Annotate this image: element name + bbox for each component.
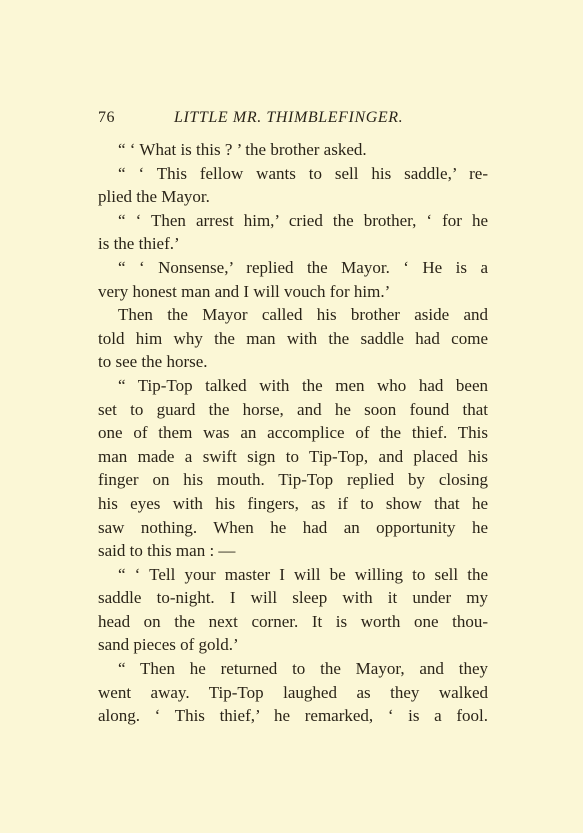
text-line: told him why the man with the saddle had come xyxy=(98,328,488,348)
text-line: finger on his mouth. Tip-Top replied by closing xyxy=(98,470,488,490)
text-line: is the thief.’ xyxy=(98,234,180,254)
text-line: to see the horse. xyxy=(98,352,208,372)
text-line: “ Then he returned to the Mayor, and they xyxy=(118,659,488,679)
text-line: “ ‘ Then arrest him,’ cried the brother, ‘ for he xyxy=(118,210,488,230)
text-line: “ ‘ This fellow wants to sell his saddle,’ re- xyxy=(118,163,488,183)
text-line: plied the Mayor. xyxy=(98,187,210,207)
text-line: one of them was an accomplice of the thief. This xyxy=(98,423,488,443)
text-line: sand pieces of gold.’ xyxy=(98,635,239,655)
body-text xyxy=(98,138,488,728)
running-head xyxy=(98,106,418,130)
text-line: went away. Tip-Top laughed as they walked xyxy=(98,682,488,702)
text-line: “ Tip-Top talked with the men who had been xyxy=(118,375,488,395)
text-line: Then the Mayor called his brother aside and xyxy=(118,305,488,325)
text-line: head on the next corner. It is worth one thou- xyxy=(98,611,488,631)
text-line: said to this man : — xyxy=(98,541,236,561)
text-line: along. ‘ This thief,’ he remarked, ‘ is a fool. xyxy=(98,706,488,726)
text-line: set to guard the horse, and he soon found that xyxy=(98,399,488,419)
text-line: “ ‘ Tell your master I will be willing to sell the xyxy=(118,564,488,584)
text-line: very honest man and I will vouch for him.’ xyxy=(98,281,391,301)
text-line: man made a swift sign to Tip-Top, and placed his xyxy=(98,446,488,466)
page-number: 76 xyxy=(98,109,115,126)
text-line: his eyes with his fingers, as if to show that he xyxy=(98,493,488,513)
text-line: “ ‘ Nonsense,’ replied the Mayor. ‘ He is a xyxy=(118,257,488,277)
running-title: LITTLE MR. THIMBLEFINGER. xyxy=(174,109,404,126)
text-line: saddle to-night. I will sleep with it under my xyxy=(98,588,488,608)
text-line: “ ‘ What is this ? ’ the brother asked. xyxy=(118,140,367,159)
text-line: saw nothing. When he had an opportunity he xyxy=(98,517,488,537)
